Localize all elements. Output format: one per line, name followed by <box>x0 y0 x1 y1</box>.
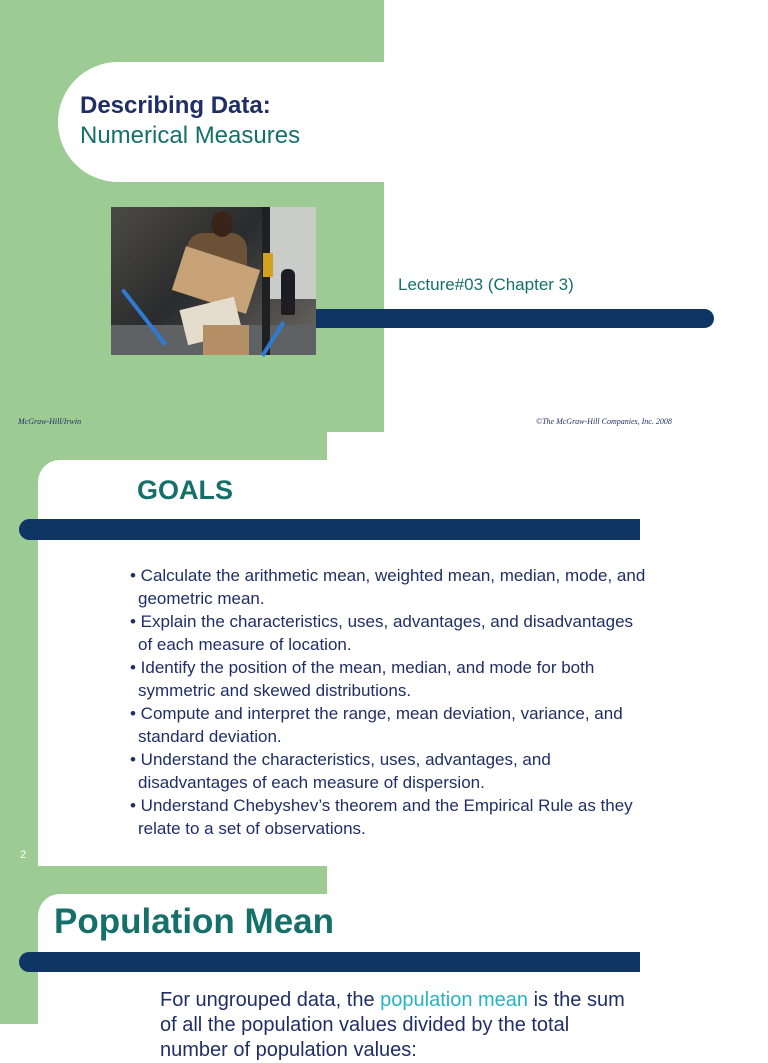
goal-item: • Understand the characteristics, uses, advantages, and disadvantages of each measure of dispersion. <box>130 750 551 792</box>
slide-2 <box>0 432 768 866</box>
footer-publisher: McGraw-Hill/Irwin <box>18 417 82 426</box>
divider-bar <box>316 309 714 328</box>
green-panel-left <box>0 432 38 866</box>
footer-copyright: ©The McGraw-Hill Companies, Inc. 2008 <box>536 417 672 426</box>
goals-list <box>130 564 650 840</box>
slide-1 <box>0 0 768 432</box>
definition-prefix: For ungrouped data, the <box>160 989 381 1011</box>
goal-item: • Understand Chebyshev’s theorem and the Empirical Rule as they relate to a set of observations. <box>130 796 633 838</box>
slide-subtitle: Numerical Measures <box>80 122 301 149</box>
slide-3 <box>0 866 768 1061</box>
goal-item: • Identify the position of the mean, median, and mode for both symmetric and skewed distributions. <box>130 658 595 700</box>
divider-bar <box>19 952 640 972</box>
slide-title: Describing Data: <box>80 92 271 119</box>
slide-number: 2 <box>20 849 27 861</box>
goal-item: • Calculate the arithmetic mean, weighted mean, median, mode, and geometric mean. <box>130 566 646 608</box>
definition-suffix: is the sum of all the population values divided by the total number of population values: <box>160 989 625 1061</box>
goal-item: • Explain the characteristics, uses, advantages, and disadvantages of each measure of location. <box>130 612 634 654</box>
goal-item: • Compute and interpret the range, mean deviation, variance, and standard deviation. <box>130 704 623 746</box>
goals-heading: GOALS <box>137 475 234 505</box>
population-mean-heading: Population Mean <box>54 902 334 941</box>
population-mean-term: population mean <box>380 989 529 1011</box>
worker-photo <box>111 207 316 355</box>
divider-bar <box>19 519 640 540</box>
green-panel-left <box>0 866 38 1024</box>
lecture-label: Lecture#03 (Chapter 3) <box>398 275 574 294</box>
definition-text <box>160 988 640 1063</box>
